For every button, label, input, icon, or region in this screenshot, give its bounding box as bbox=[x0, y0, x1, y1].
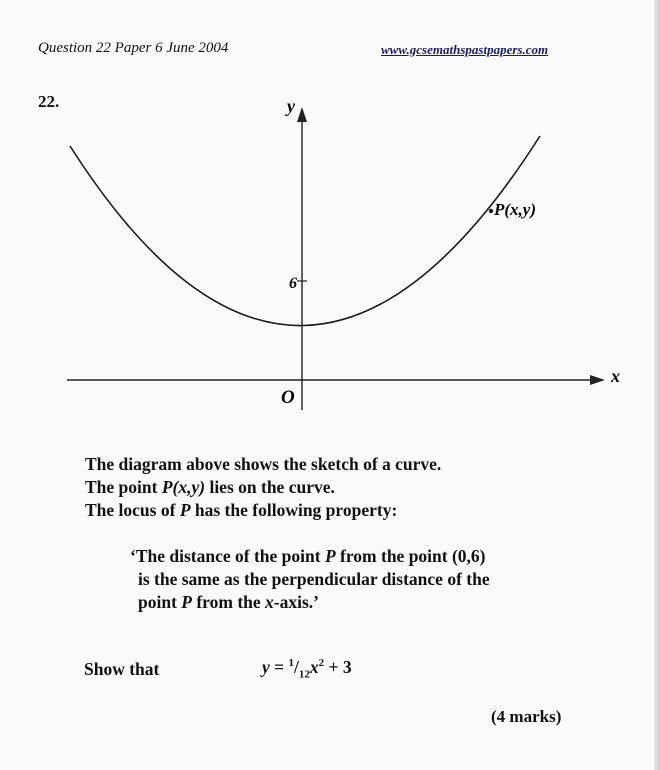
intro-line-1: The diagram above shows the sketch of a curve. bbox=[85, 454, 442, 474]
intro-line-2: The point P(x,y) lies on the curve. bbox=[85, 477, 335, 497]
quote-line-3: point P from the x-axis.’ bbox=[138, 592, 319, 612]
quote-line-1: ‘The distance of the point P from the point (0,6) bbox=[130, 546, 486, 566]
y-axis-label: y bbox=[287, 96, 295, 116]
show-that-label: Show that bbox=[84, 659, 160, 679]
target-formula: $y = ^1/_{12}x^2 + 3$ bbox=[262, 657, 352, 681]
marks-allocation: (4 marks) bbox=[491, 707, 562, 726]
locus-property-quote bbox=[130, 545, 490, 614]
origin-label: O bbox=[281, 387, 295, 408]
question-number: 22. bbox=[38, 92, 60, 111]
question-intro bbox=[85, 453, 441, 522]
x-axis-label: x bbox=[611, 366, 620, 386]
y-axis-arrow bbox=[297, 107, 307, 122]
point-label: P(x,y) bbox=[494, 200, 537, 219]
quote-line-2: is the same as the perpendicular distance of the bbox=[138, 569, 490, 589]
x-axis-arrow bbox=[590, 375, 605, 385]
y-tick-label: 6 bbox=[289, 275, 297, 292]
paper-reference: Question 22 Paper 6 June 2004 bbox=[38, 40, 229, 56]
point-p-notation: P bbox=[179, 500, 191, 520]
point-p-marker bbox=[489, 209, 493, 213]
website-link[interactable]: www.gcsemathspastpapers.com bbox=[381, 42, 549, 57]
parabola-curve bbox=[70, 136, 540, 326]
intro-line-3: The locus of P has the following property: bbox=[85, 500, 398, 520]
point-p-notation: P(x,y) bbox=[161, 477, 206, 497]
